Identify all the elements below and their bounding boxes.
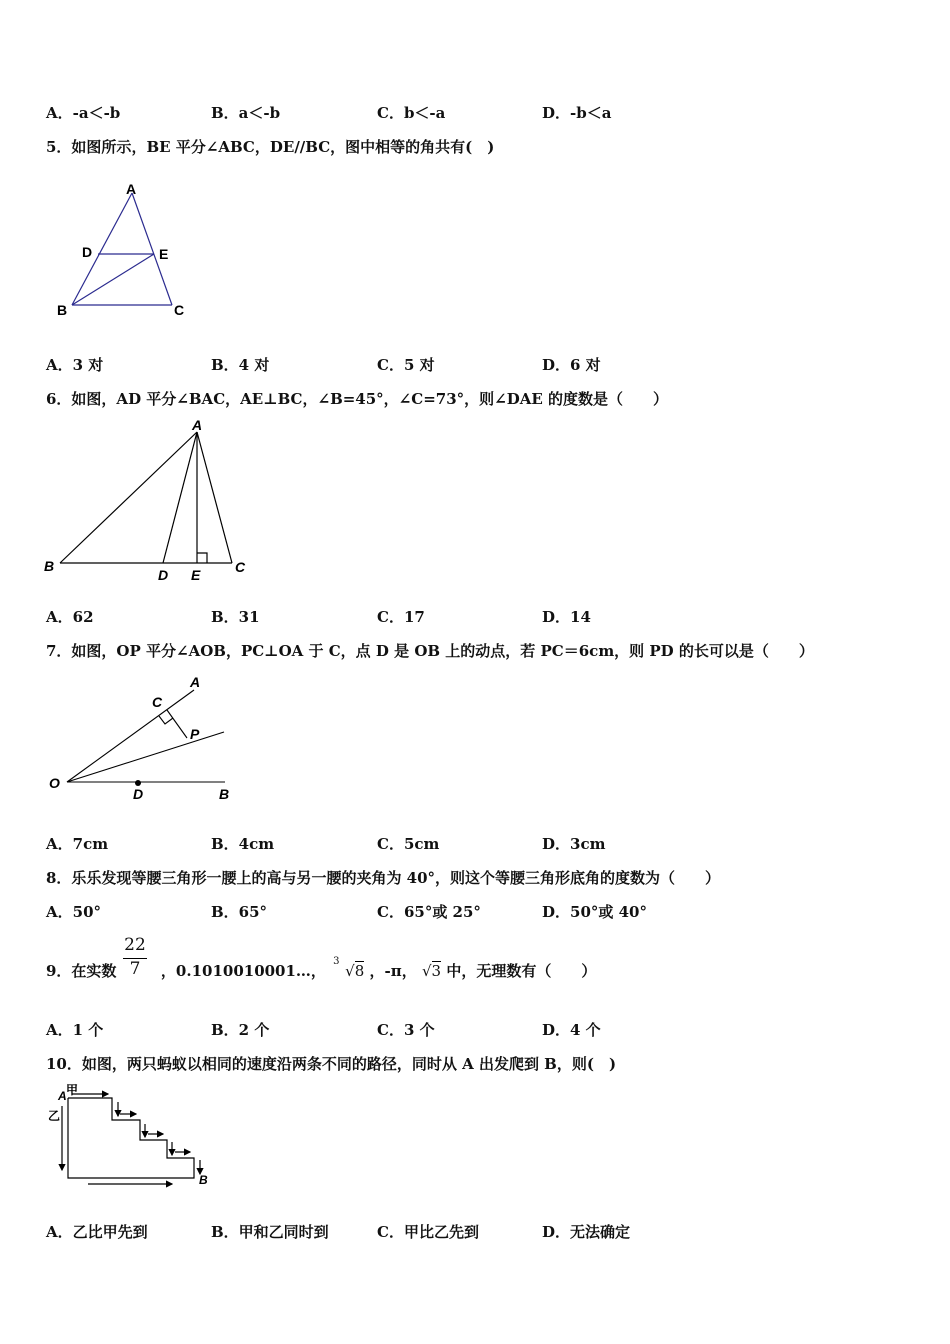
q10-options: [0, 1221, 950, 1243]
q10-option-c: C．甲比乙先到: [377, 1223, 479, 1241]
q6-label-a: A: [192, 417, 203, 433]
q9-sqrt-value: 3: [431, 962, 442, 980]
q4-option-b: B．a＜-b: [211, 104, 281, 122]
q8-stem: 8．乐乐发现等腰三角形一腰上的高与另一腰的夹角为 40°，则这个等腰三角形底角的度数为（ ）: [46, 869, 721, 887]
q7-stem: 7．如图，OP 平分∠AOB，PC⊥OA 于 C，点 D 是 OB 上的动点，若 PC＝6cm，则 PD 的长可以是（ ）: [46, 642, 814, 660]
q9-option-d: D．4 个: [542, 1021, 601, 1039]
q9-fraction-denominator: 7: [129, 959, 141, 979]
q9-middle2: ，-π，: [369, 962, 417, 980]
q5-option-d: D．6 对: [542, 356, 601, 374]
q10-option-d: D．无法确定: [542, 1223, 631, 1241]
q9-prefix: 9．在实数: [46, 962, 117, 980]
q7-label-o: O: [49, 775, 60, 791]
q7-label-p: P: [190, 726, 200, 742]
q8-option-c: C．65°或 25°: [377, 903, 481, 921]
q7-label-c: C: [152, 694, 163, 710]
q6-option-a: A．62: [46, 608, 94, 626]
q8-option-d: D．50°或 40°: [542, 903, 647, 921]
q9-cbrt-value: 8: [354, 962, 365, 980]
q10-stem: 10．如图，两只蚂蚁以相同的速度沿两条不同的路径，同时从 A 出发爬到 B，则( ): [46, 1055, 617, 1073]
q10-label-yi: 乙: [48, 1109, 61, 1123]
q6-label-e: E: [191, 567, 201, 583]
q9-option-b: B．2 个: [211, 1021, 270, 1039]
q7-option-d: D．3cm: [542, 835, 606, 853]
q5-label-b: B: [57, 302, 68, 318]
q9-option-c: C．3 个: [377, 1021, 435, 1039]
q7-option-a: A．7cm: [46, 835, 109, 853]
q5-option-a: A．3 对: [46, 356, 104, 374]
q6-stem: 6．如图，AD 平分∠BAC，AE⊥BC，∠B=45°，∠C=73°，则∠DAE 的度数是（ ）: [46, 390, 669, 408]
q5-label-d: D: [82, 244, 93, 260]
q5-label-e: E: [159, 246, 169, 262]
q6-option-d: D．14: [542, 608, 591, 626]
q7-label-b: B: [219, 786, 230, 802]
q7-label-d: D: [133, 786, 144, 802]
radical-icon: √: [345, 962, 355, 980]
q10-staircase: [68, 1098, 194, 1178]
q9-cbrt-index: 3: [333, 956, 340, 967]
q10-label-b: B: [199, 1173, 208, 1187]
q8-option-b: B．65°: [211, 903, 268, 921]
q4-option-c: C．b＜-a: [377, 104, 446, 122]
q8-option-a: A．50°: [46, 903, 102, 921]
q5-option-c: C．5 对: [377, 356, 435, 374]
q9-suffix: 中，无理数有（ ）: [446, 962, 597, 980]
q6-option-b: B．31: [211, 608, 260, 626]
q4-option-d: D．-b＜a: [542, 104, 612, 122]
q9-middle: ，0.1010010001…，: [160, 962, 326, 980]
q10-option-a: A．乙比甲先到: [46, 1223, 148, 1241]
q7-option-c: C．5cm: [377, 835, 440, 853]
q10-label-a: A: [58, 1089, 67, 1103]
q10-option-b: B．甲和乙同时到: [211, 1223, 329, 1241]
q9-option-a: A．1 个: [46, 1021, 104, 1039]
q6-label-d: D: [158, 567, 169, 583]
q6-label-b: B: [44, 558, 55, 574]
q7-label-a: A: [190, 674, 201, 690]
q10-label-jia: 甲: [66, 1083, 79, 1097]
q5-label-a: A: [126, 181, 137, 197]
radical-icon: √: [421, 962, 432, 980]
q5-label-c: C: [174, 302, 185, 318]
q4-option-a: A．-a＜-b: [46, 104, 121, 122]
q5-option-b: B．4 对: [211, 356, 270, 374]
q6-label-c: C: [235, 559, 246, 575]
q6-option-c: C．17: [377, 608, 425, 626]
q9-fraction-numerator: 22: [124, 935, 146, 955]
q7-option-b: B．4cm: [211, 835, 275, 853]
q5-stem: 5．如图所示，BE 平分∠ABC，DE//BC，图中相等的角共有( ): [46, 138, 495, 156]
